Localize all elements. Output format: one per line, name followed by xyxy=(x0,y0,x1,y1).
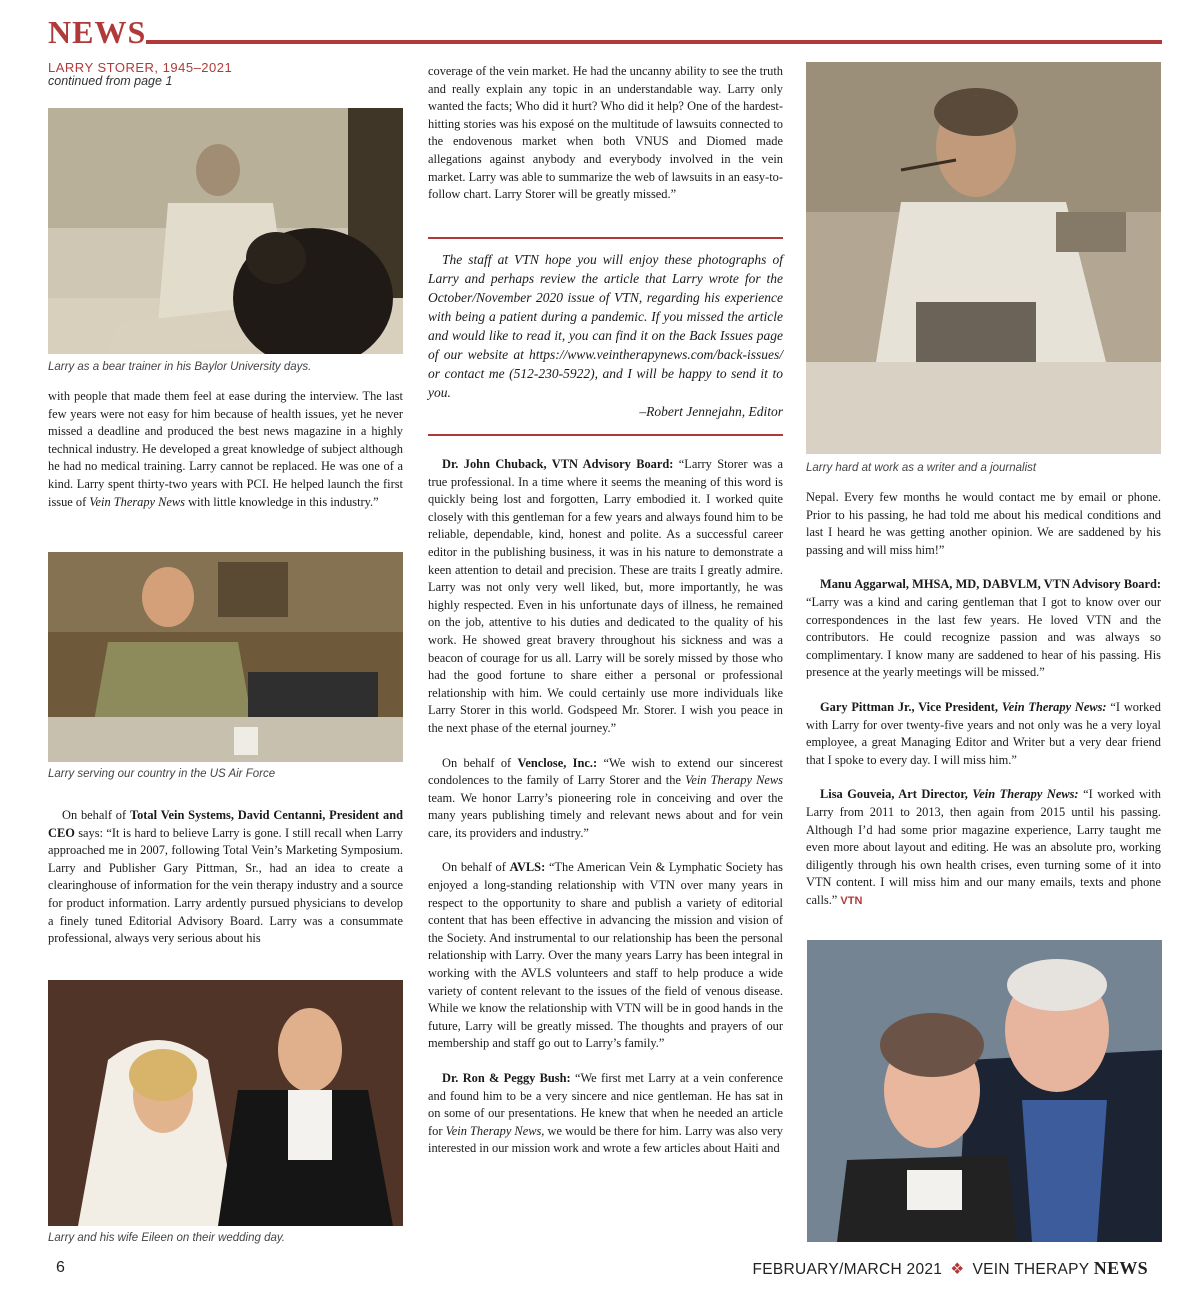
col2-text-a xyxy=(428,63,783,221)
caption-wedding: Larry and his wife Eileen on their wedding day. xyxy=(48,1232,285,1244)
col1-paragraph-1: with people that made them feel at ease during the interview. The last few years were not easy for him because of health issues, yet he never missed a deadline and produced the best news magazine in a highly technical industry. He developed a great knowledge of subject although he had no medical training. Larry cannot be replaced. He was one of a kind. Larry spent thirty-two years with PCI. He helped launch the first issue of Vein Therapy News with little knowledge in this industry.” xyxy=(48,389,403,509)
photo-wedding xyxy=(48,980,403,1226)
footer-issue-date: FEBRUARY/MARCH 2021 xyxy=(752,1261,943,1278)
quote-rule-bottom xyxy=(428,434,783,436)
caption-writer: Larry hard at work as a writer and a journalist xyxy=(806,462,1037,474)
editor-signature: –Robert Jennejahn, Editor xyxy=(639,404,783,419)
photo-couple xyxy=(807,940,1162,1242)
masthead-news: NEWS xyxy=(48,14,147,50)
footer-publication: VEIN THERAPY xyxy=(972,1261,1090,1278)
caption-bear: Larry as a bear trainer in his Baylor University days. xyxy=(48,361,312,373)
col3-text xyxy=(806,489,1161,927)
col2-paragraph-venclose: On behalf of Venclose, Inc.: “We wish to extend our sincerest condolences to the family of Larry Storer and the Vein Therapy News team. We honor Larry’s pioneering role in conceiving and over the many years publishing timely and relevant news about and for vein care, its providers and industry.” xyxy=(428,755,783,840)
col1-text-b xyxy=(48,807,403,965)
col3-paragraph-gouveia: Lisa Gouveia, Art Director, Vein Therapy News: “I worked with Larry from 2011 to 2013, then again from 2015 until his passing. Although I’d had some prior magazine experience, Larry taught me even more about layout and editing. He was an absolute pro, working diligently through his own health crises, even turning some of it into VTN content. I will miss him and our many emails, texts and phone calls.” VTN xyxy=(806,787,1161,907)
article-kicker: LARRY STORER, 1945–2021 xyxy=(48,60,233,75)
col1-paragraph-total-vein: On behalf of Total Vein Systems, David Centanni, President and CEO says: “It is hard to believe Larry is gone. I still recall when Larry approached me in 2007, following Total Vein’s Marketing Symposium. Larry and Publisher Gary Pittman, Sr., had an idea to create a clearinghouse of information for the vein therapy industry and a source for product information. Larry ardently pursued physicians to develop a finely tuned Editorial Advisory Board. Larry was a consummate professional, always very serious about his xyxy=(48,808,404,946)
masthead-rule xyxy=(146,40,1162,44)
footer-issue-line xyxy=(752,1258,1148,1279)
photo-writer xyxy=(806,62,1161,454)
photo-bear-trainer xyxy=(48,108,403,354)
col2-paragraph-avls: On behalf of AVLS: “The American Vein & Lymphatic Society has enjoyed a long-standing relationship with VTN over many years in respect to the opportunity to share and publish a variety of editorial content that has been effective in advancing the mission and vision of the Society. And instrumental to our relationship has been the personal relationship with Larry. Over the many years Larry has been integral in working with the AVLS volunteers and staff to help produce a wide variety of content relevant to the issues of the field of venous disease. While we know the relationship with VTN will be in good hands in the future, Larry will be greatly missed. The thoughts and prayers of our membership and staff go out to Larry’s family.” xyxy=(428,860,783,1051)
col3-paragraph-aggarwal: Manu Aggarwal, MHSA, MD, DABVLM, VTN Advisory Board: “Larry was a kind and caring gentleman that I got to know over our correspondences in the last few years. He loved VTN and the contributors. He could recognize passion and was always so complimentary. I know many are saddened to hear of his passing. His presence at the yearly meetings will be missed.” xyxy=(806,577,1161,680)
col3-paragraph-0: Nepal. Every few months he would contact me by email or phone. Prior to his passing, he had told me about his medical conditions and last I heard he was getting another opinion. We are saddened by his passing and will miss him!” xyxy=(806,490,1161,557)
col2-paragraph-0: coverage of the vein market. He had the uncanny ability to see the truth and really explain any topic in an understandable way. Larry only wanted the facts; Who did it hurt? Who did it help? One of the hardest-hitting stories was his exposé on the multitude of lawsuits connected to the endovenous market when both VNUS and Diomed made allegations against anybody and everybody involved in the vein market. Larry was able to summarize the web of lawsuits in an easy-to-follow chart. Larry Storer will be greatly missed.” xyxy=(428,64,783,202)
editor-quote xyxy=(428,250,783,421)
col1-text-a xyxy=(48,388,403,528)
end-mark-vtn: VTN xyxy=(840,894,863,907)
continued-note: continued from page 1 xyxy=(48,74,173,88)
quote-rule-top xyxy=(428,237,783,239)
footer-separator-icon: ❖ xyxy=(950,1261,965,1278)
caption-air-force: Larry serving our country in the US Air Force xyxy=(48,768,276,780)
col3-paragraph-pittman: Gary Pittman Jr., Vice President, Vein Therapy News: “I worked with Larry for over twenty-five years and not only was he a very loyal employee, a great Managing Editor and Writer but a very dear friend that I spoke to every day. I will miss him.” xyxy=(806,699,1161,767)
col2-paragraph-chuback: Dr. John Chuback, VTN Advisory Board: “Larry Storer was a true professional. In a time where it seems the meaning of this word is quickly being lost and forgotten, Larry embodied it. I worked quite closely with this gentleman for a few years and always found him to be reliable, dependable, kind, honest and polite. As a successful career editor in the publishing business, it was in his nature to demonstrate a keen attention to detail and precision. These are traits I greatly admire. Larry was not only very well liked, but, more importantly, he was highly respected. Even in his unfortunate days of illness, he remained on the job, attentive to his duties and dedicated to the quality of his work. He showed great bravery throughout his sickness and was a beacon of courage for us all. Larry will be sorely missed by those who had the good fortune to share either a personal or professional relationship with him. We could certainly use more individuals like Larry Storer in this world. Godspeed Mr. Storer. I wish you peace in the next phase of the eternal journey.” xyxy=(428,457,783,735)
page-number: 6 xyxy=(56,1259,65,1276)
col2-paragraph-bush: Dr. Ron & Peggy Bush: “We first met Larry at a vein conference and found him to be a very sincere and nice gentleman. He has sat in on some of our presentations. He knew that when he needed an article for Vein Therapy News, we would be there for him. Larry was also very interested in our mission work and wrote a few articles about Haiti and xyxy=(428,1071,783,1156)
col2-text-b xyxy=(428,456,783,1175)
footer-publication-news: NEWS xyxy=(1093,1258,1148,1278)
editor-quote-text: The staff at VTN hope you will enjoy these photographs of Larry and perhaps review the article that Larry wrote for the October/November 2020 issue of VTN, regarding his experience with being a patient during a pandemic. If you missed the article and would like to read it, you can find it on the Back Issues page of our website at https://www.veintherapynews.com/back-issues/ or contact me (512-230-5922), and I will be happy to send it to you. xyxy=(428,252,783,400)
photo-air-force xyxy=(48,552,403,762)
